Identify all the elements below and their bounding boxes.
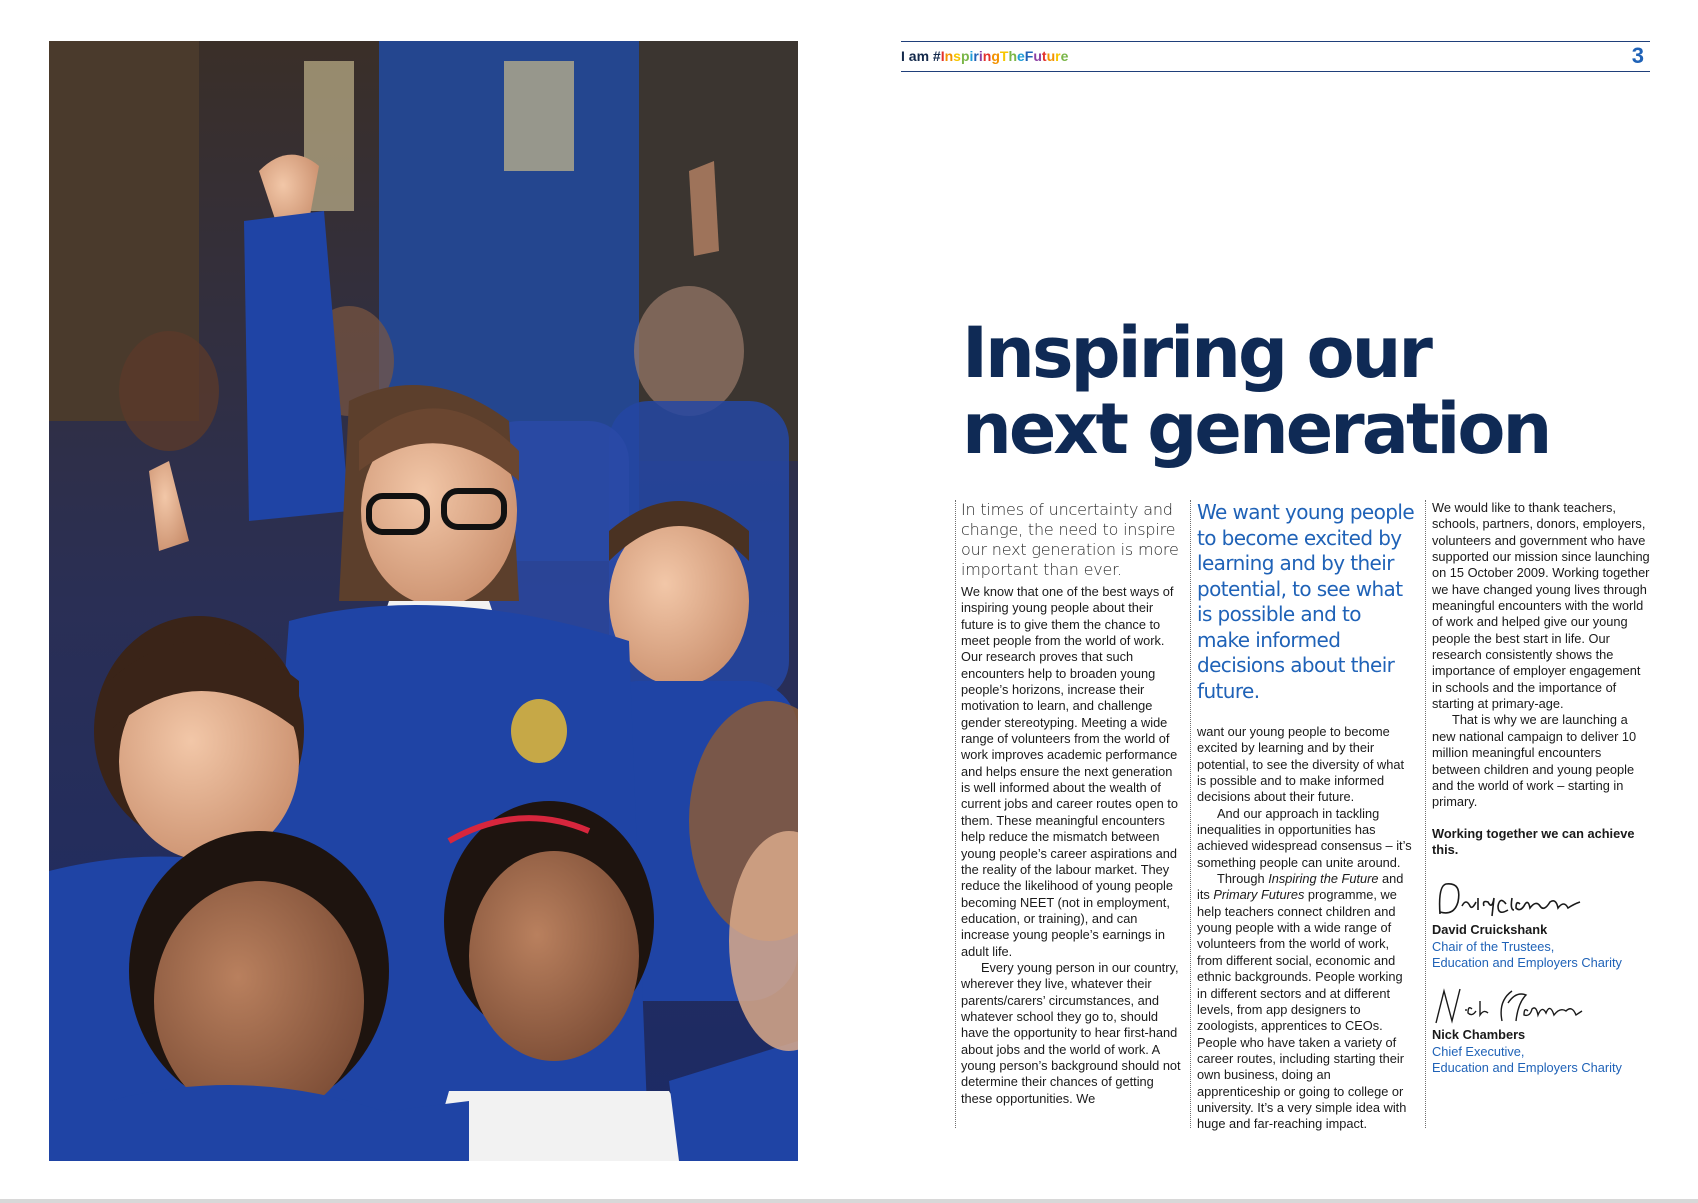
closing-statement: Working together we can achieve this. — [1432, 825, 1635, 857]
hashtag-letter: t — [1041, 48, 1047, 64]
page-title — [962, 312, 1662, 470]
page-edge — [0, 1199, 1698, 1203]
body-paragraph: We know that one of the best ways of inspiring young people about their future is to give them the chance to meet people from the world of work. Our research proves that such encounters help to broaden young people’s horizons, increase their motivation to learn, and challenge gender stereotyping. Meeting a wide range of volunteers from the world of work improves academic performance and helps ensure the next generation is well informed about the wealth of current jobs and career routes open to them. These meaningful encounters help reduce the mismatch between young people’s career aspirations and the reality of the labour market. They reduce the likelihood of young people becoming NEET (not in employment, education, or training), and can increase young people’s earnings in adult life. — [961, 584, 1178, 959]
hashtag-letter: i — [978, 48, 983, 64]
hashtag-letter: u — [1046, 48, 1056, 64]
body-paragraph: That is why we are launching a new national campaign to deliver 10 million meaningful encounters between children and young people and the world of work – starting in primary. — [1432, 712, 1637, 810]
hashtag-letter: # — [932, 48, 941, 64]
column-3 — [1432, 500, 1650, 1128]
column-rule — [1425, 500, 1426, 1128]
pull-quote: We want young people to become excited by learning and by their potential, to see what is possible and to make informed decisions about their future. — [1197, 500, 1415, 703]
signatory-name: Nick Chambers — [1432, 1027, 1526, 1043]
column-2 — [1197, 500, 1415, 1132]
signatory-organisation: Education and Employers Charity — [1432, 954, 1622, 970]
hashtag-letter: n — [982, 48, 992, 64]
signatory-name: David Cruickshank — [1432, 922, 1548, 938]
intro-paragraph: In times of uncertainty and change, the need to inspire our next generation is more important than ever. — [961, 500, 1179, 579]
column-rule — [955, 500, 956, 1128]
hashtag-letter: n — [944, 48, 954, 64]
classroom-photo — [49, 41, 798, 1161]
signature-david-cruickshank — [1432, 876, 1602, 922]
spacer — [1432, 971, 1650, 981]
hashtag-letter: s — [953, 48, 961, 64]
hashtag-letter: r — [1055, 48, 1061, 64]
column-1 — [961, 500, 1183, 1128]
title-line-2: next generation — [962, 388, 1550, 470]
signatory-organisation: Education and Employers Charity — [1432, 1059, 1622, 1075]
campaign-hashtag — [933, 48, 1069, 64]
hashtag-letter: u — [1033, 48, 1042, 64]
signatory-role: Chief Executive, — [1432, 1043, 1525, 1059]
programme-name: Primary Futures — [1213, 887, 1305, 903]
hashtag-letter: g — [991, 48, 1000, 64]
body-paragraph — [1197, 871, 1415, 1133]
text-run: and its — [1197, 871, 1404, 903]
hashtag-letter: T — [999, 48, 1009, 64]
signature-nick-chambers — [1432, 981, 1602, 1027]
body-paragraph: We would like to thank teachers, schools, partners, donors, employers, volunteers and government who have supported our mission since launching on 15 October 2009. Working together we have changed young lives through meaningful encounters with the world of work and helped give our young people the best start in life. Our research consistently shows the importance of employer engagement in schools and the importance of starting at primary-age. — [1432, 500, 1650, 712]
signature-block — [1432, 876, 1650, 1076]
campaign-prefix: I am — [901, 48, 933, 64]
running-header — [901, 41, 1650, 72]
hashtag-letter: h — [1008, 48, 1017, 64]
hashtag-letter: e — [1060, 48, 1069, 64]
hashtag-letter: i — [969, 48, 974, 64]
page-number: 3 — [1631, 43, 1644, 68]
signatory-role: Chair of the Trustees, — [1432, 938, 1555, 954]
hashtag-letter: p — [960, 48, 970, 64]
hashtag-letter: r — [973, 48, 979, 64]
campaign-label — [901, 48, 1068, 64]
body-paragraph: want our young people to become excited by learning and by their potential, to see the diversity of what is possible and to make informed decisions about their future. — [1197, 724, 1404, 805]
hashtag-letter: F — [1024, 48, 1034, 64]
hashtag-letter: I — [940, 48, 945, 64]
programme-name: Inspiring the Future — [1268, 871, 1379, 887]
text-run: Through — [1217, 871, 1269, 887]
hashtag-letter: e — [1017, 48, 1025, 64]
body-paragraph: Every young person in our country, wherever they live, whatever their parents/carers’ circumstances, and whatever school they go to, should have the opportunity to hear first-hand about jobs and the world of work. A young person’s background should not determine their chances of getting these opportunities. We — [961, 959, 1181, 1106]
text-run: programme, we help teachers connect children and young people with a wide range of volunteers from the world of work, from different social, economic and ethnic backgrounds. People working in different sectors and at different levels, from app designers to zoologists, apprentices to CEOs. People who have taken a variety of career routes, including starting their own business, doing an apprenticeship or going to college or university. It’s a very simple idea with huge and far-reaching impact. — [1197, 887, 1407, 1132]
photo-illustration — [49, 41, 798, 1161]
body-paragraph: And our approach in tackling inequalities in opportunities has achieved widespread consensus – it’s something people can unite around. — [1197, 805, 1412, 870]
title-line-1: Inspiring our — [962, 312, 1430, 394]
column-rule — [1190, 500, 1191, 1128]
